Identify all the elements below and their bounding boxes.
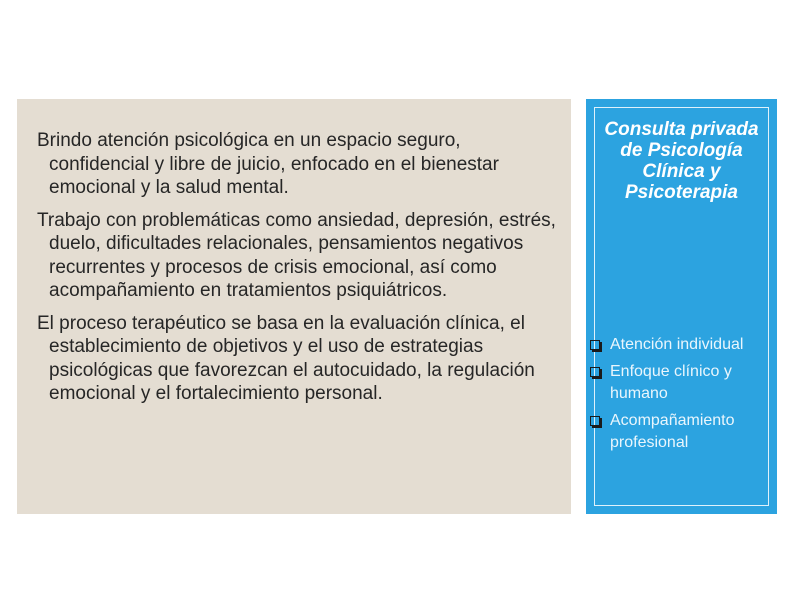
checkbox-bullet-icon xyxy=(590,340,600,350)
list-item-label: Enfoque clínico y humano xyxy=(610,363,732,402)
main-content-panel xyxy=(17,99,571,514)
checkbox-bullet-icon xyxy=(590,367,600,377)
list-item xyxy=(590,410,773,454)
paragraph-process: El proceso terapéutico se basa en la evaluación clínica, el establecimiento de objetivos y el uso de estrategias psicológicas que favorezcan el autocuidado, la regulación emocional y el fortalecimiento personal. xyxy=(37,312,535,404)
sidebar-list xyxy=(590,334,773,459)
list-item xyxy=(590,334,773,356)
list-item-label: Acompañamiento profesional xyxy=(610,412,735,451)
sidebar-panel xyxy=(586,99,777,514)
checkbox-bullet-icon xyxy=(590,416,600,426)
paragraph-problems: Trabajo con problemáticas como ansiedad, depresión, estrés, duelo, dificultades relacionales, pensamientos negativos recurrentes y procesos de crisis emocional, así como acompañamiento en tratamientos psiquiátricos. xyxy=(37,209,556,301)
list-item xyxy=(590,361,773,405)
list-item-label: Atención individual xyxy=(610,336,744,353)
sidebar-title: Consulta privada de Psicología Clínica y Psicoterapia xyxy=(604,119,759,203)
paragraph-intro: Brindo atención psicológica en un espacio seguro, confidencial y libre de juicio, enfocado en el bienestar emocional y la salud mental. xyxy=(37,130,499,198)
